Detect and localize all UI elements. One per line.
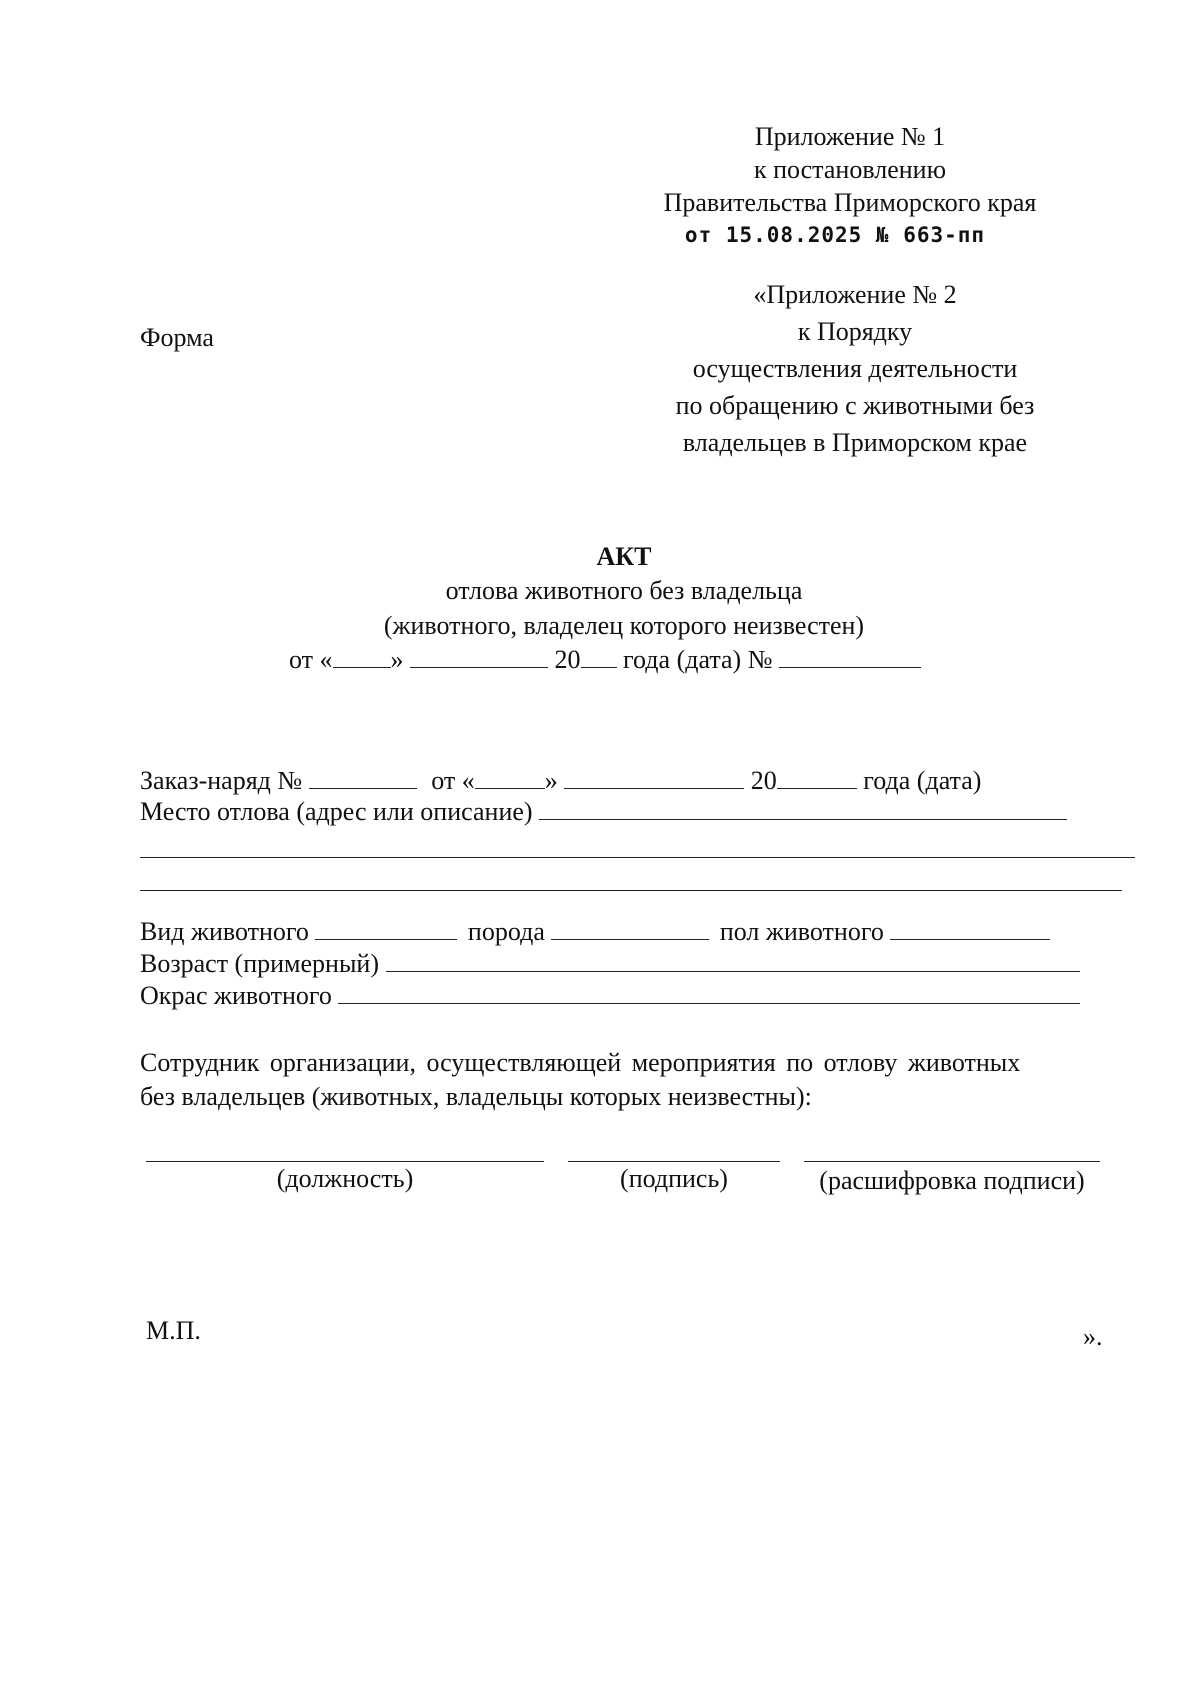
breed-label: порода (467, 917, 545, 946)
appendix2-line3: осуществления деятельности (692, 354, 1018, 383)
sex-blank[interactable] (890, 917, 1050, 940)
position-caption: (должность) (276, 1164, 414, 1193)
breed-blank[interactable] (551, 917, 709, 940)
appendix2-line4: по обращению с животными без (675, 391, 1035, 420)
appendix1-line3: Правительства Приморского края (663, 188, 1037, 217)
animal-kind-line (140, 917, 1050, 947)
form-label: Форма (140, 323, 214, 352)
sex-label: пол животного (719, 917, 884, 946)
color-blank[interactable] (338, 981, 1080, 1004)
document-subtitle-1: отлова животного без владельца (445, 576, 803, 605)
appendix1-line1: Приложение № 1 (754, 122, 946, 151)
document-subtitle-2: (животного, владелец которого неизвестен) (383, 611, 865, 640)
document-date-line: от « » 20 года (дата) № (289, 645, 921, 675)
closing-quote: ». (1083, 1322, 1103, 1351)
appendix2-block (620, 276, 1090, 461)
color-line (140, 981, 1080, 1011)
kind-blank[interactable] (315, 917, 457, 940)
employee-line-2: без владельцев (животных, владельцы которых неизвестны): (140, 1082, 812, 1111)
order-month-blank[interactable] (564, 766, 744, 789)
appendix1-block (600, 120, 1100, 252)
act-number-blank[interactable] (779, 645, 921, 668)
place-line (140, 797, 1067, 827)
place-blank-3[interactable] (140, 890, 1122, 891)
appendix2-line5: владельцев в Приморском крае (682, 428, 1028, 457)
appendix1-line2: к постановлению (753, 155, 947, 184)
kind-label: Вид животного (140, 917, 309, 946)
order-year-blank[interactable] (777, 766, 857, 789)
signature-blank[interactable] (568, 1161, 780, 1162)
order-label: Заказ-наряд № (140, 766, 303, 795)
place-blank[interactable] (539, 797, 1067, 820)
age-line (140, 949, 1080, 979)
appendix2-line1: «Приложение № 2 (753, 280, 957, 309)
decode-blank[interactable] (804, 1161, 1100, 1162)
appendix2-line2: к Порядку (797, 317, 913, 346)
order-day-blank[interactable] (475, 766, 545, 789)
place-label: Место отлова (адрес или описание) (140, 797, 533, 826)
decode-caption: (расшифровка подписи) (819, 1166, 1085, 1195)
employee-line-1: Сотрудник организации, осуществляющей мероприятия по отлову животных (140, 1048, 1021, 1077)
color-label: Окрас животного (140, 981, 332, 1010)
document-title: АКТ (596, 542, 652, 571)
appendix1-line4: от 15.08.2025 № 663-пп (684, 223, 986, 247)
position-blank[interactable] (146, 1161, 544, 1162)
order-line: Заказ-наряд № от « » 20 года (дата) (140, 766, 982, 795)
place-blank-2[interactable] (140, 857, 1135, 858)
month-blank[interactable] (410, 645, 548, 668)
age-blank[interactable] (386, 949, 1080, 972)
stamp-label: М.П. (146, 1316, 201, 1345)
age-label: Возраст (примерный) (140, 949, 379, 978)
year-blank[interactable] (581, 645, 617, 668)
day-blank[interactable] (333, 645, 391, 668)
signature-caption: (подпись) (620, 1164, 728, 1193)
order-number-blank[interactable] (309, 766, 417, 789)
